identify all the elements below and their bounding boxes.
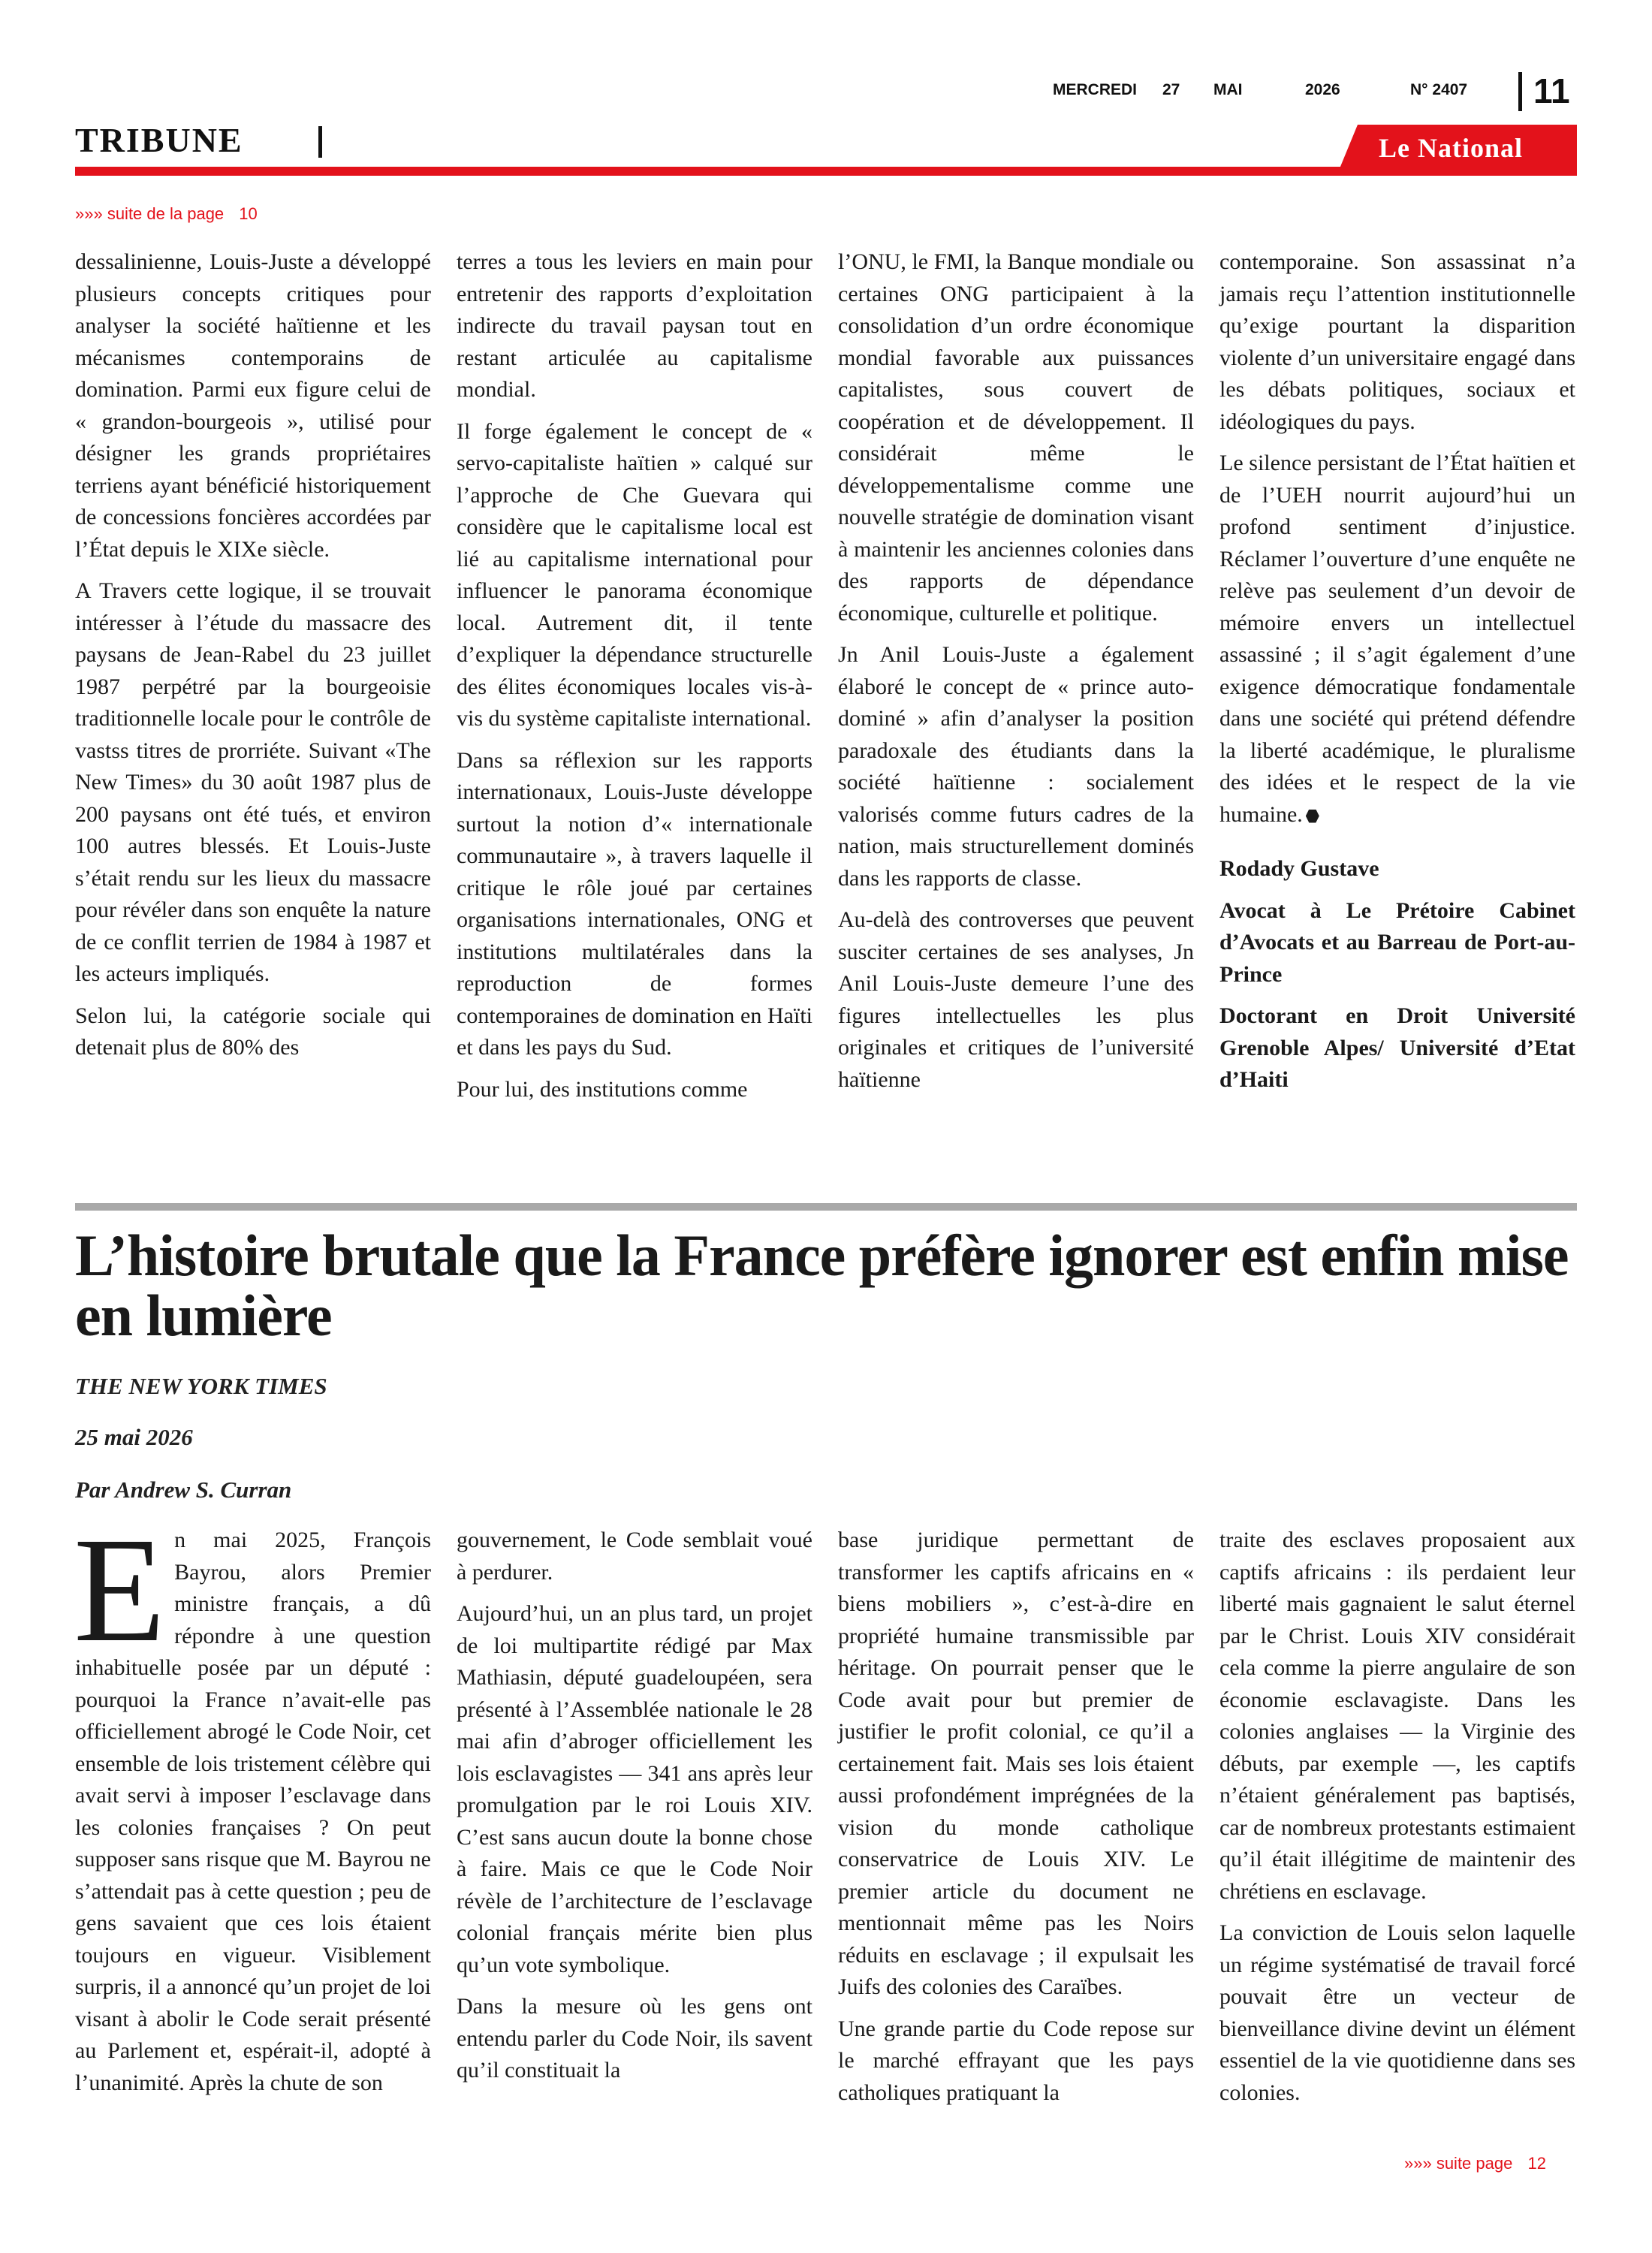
paragraph: gouvernement, le Code semblait voué à perdurer. <box>457 1528 812 1585</box>
paragraph: Pour lui, des institutions comme <box>457 1076 748 1102</box>
continued-from-page: 10 <box>239 204 258 223</box>
issue-day: 27 <box>1162 81 1180 98</box>
paragraph: l’ONU, le FMI, la Banque mondiale ou certaines ONG participaient à la consolidation d’un ordre économique mondial favorable aux puissances capitalistes, sous couvert de coopération et de développement. Il considérait même le développementalisme comme une nouvelle stratégie de domination visant à maintenir les anciennes colonies dans des rapports de dépendance économique, culturelle et politique. <box>838 249 1194 626</box>
tribune-column-3 <box>838 246 1194 1105</box>
paragraph: dessalinienne, Louis-Juste a développé plusieurs concepts critiques pour analyser la société haïtienne et les mécanismes contemporains de domination. Parmi eux figure celui de « grandon-bourgeois », utilisé pour désigner les grands propriétaires terriens ayant bénéficié historiquement de concessions foncières accordées par l’État depuis le XIXe siècle. <box>75 249 431 562</box>
paragraph: traite des esclaves proposaient aux captifs africains : ils perdaient leur liberté mais gagnaient le salut éternel par le Christ. Louis XIV considérait cela comme la pierre angulaire de son économie esclavagiste. Dans les colonies anglaises — la Virginie des débuts, par exemple —, les captifs n’étaient généralement pas baptisés, car de nombreux protestants estimaient qu’il était illégitime de maintenir des chrétiens en esclavage. <box>1219 1528 1575 1904</box>
article-column-2 <box>457 1525 812 2097</box>
article-byline: Par Andrew S. Curran <box>75 1476 292 1503</box>
paragraph: base juridique permettant de transformer les captifs africains en « biens mobiliers », c’est-à-dire en propriété humaine transmissible par héritage. On pourrait penser que le Code avait pour but premier de justifier le profit colonial, ce qu’il a certainement fait. Mais ses lois étaient aussi profondément imprégnées de la vision du monde catholique conservatrice de Louis XIV. Le premier article du document ne mentionnait même pas les Noirs réduits en esclavage ; il expulsait les Juifs des colonies des Caraïbes. <box>838 1528 1194 1999</box>
issue-weekday: MERCREDI <box>1053 81 1138 98</box>
paragraph-text: Le silence persistant de l’État haïtien et de l’UEH nourrit aujourd’hui un profond sentiment d’injustice. Réclamer l’ouverture d’une enquête ne relève pas seulement d’un devoir de mémoire envers un intellectuel assassiné ; il s’agit également d’une exigence démocratique fondamentale dans une société qui prétend défendre la liberté académique, le pluralisme des idées et le respect de la vie humaine. <box>1219 451 1575 827</box>
first-paragraph <box>74 1507 431 2099</box>
continued-to-page: 12 <box>1527 2154 1546 2173</box>
article-column-3 <box>838 1525 1194 2119</box>
tribune-column-1 <box>75 246 431 1074</box>
article-date: 25 mai 2026 <box>75 1424 193 1450</box>
tribune-column-4 <box>1219 246 1575 1106</box>
drop-cap: E <box>74 1507 166 1673</box>
issue-month: MAI <box>1213 81 1243 98</box>
paragraph: A Travers cette logique, il se trouvait intéresser à l’étude du massacre des paysans de Jean-Rabel du 23 juillet 1987 perpétré par la bourgeoisie traditionnelle locale pour le contrôle de vastss titres de prorriéte. Suivant «The New Times» du 30 août 1987 plus de 200 paysans ont été tués, et environ 100 autres blessés. Et Louis-Juste s’était rendu sur les lieux du massacre pour révéler dans son enquête la nature de ce conflit terrien de 1984 à 1987 et les acteurs impliqués. <box>75 578 431 986</box>
page-number: 11 <box>1533 71 1570 110</box>
section-title-bar <box>318 126 322 158</box>
author-title-2: Doctorant en Droit Université Grenoble Alpes/ Université d’Etat d’Haiti <box>1219 1003 1575 1092</box>
paragraph: Une grande partie du Code repose sur le marché effrayant que les pays catholiques pratiquant la <box>838 2016 1194 2105</box>
paragraph: Dans sa réflexion sur les rapports internationaux, Louis-Juste développe surtout la notion d’« internationale communautaire », à travers laquelle il critique le rôle joué par certaines organisations internationales, ONG et institutions multilatérales dans la reproduction de formes contemporaines de domination en Haïti et dans les pays du Sud. <box>457 747 812 1060</box>
article-column-1 <box>74 1507 431 2109</box>
paragraph: Jn Anil Louis-Juste a également élaboré le concept de « prince auto-dominé » afin d’analyser la position paradoxale des étudiants dans la société haïtienne : socialement valorisés comme futurs cadres de la nation, mais structurellement dominés dans les rapports de classe. <box>838 642 1194 891</box>
section-title: TRIBUNE <box>75 121 243 159</box>
continued-to <box>1404 2154 1546 2173</box>
continued-from-marker: »»» suite de la page <box>75 204 225 223</box>
paragraph: terres a tous les leviers en main pour entretenir des rapports d’exploitation indirecte du travail paysan tout en restant articulée au capitalisme mondial. <box>457 249 812 402</box>
article-column-4 <box>1219 1525 1575 2119</box>
article-divider <box>75 1203 1577 1211</box>
author-title-1: Avocat à Le Prétoire Cabinet d’Avocats et au Barreau de Port-au-Prince <box>1219 897 1575 987</box>
article-headline: L’histoire brutale que la France préfère ignorer est enfin mise en lumière <box>75 1223 1569 1348</box>
issue-number: N° 2407 <box>1410 81 1468 98</box>
tribune-column-2 <box>457 246 812 1115</box>
paragraph: La conviction de Louis selon laquelle un régime systématisé de travail forcé pouvait être un vecteur de bienveillance divine devint un élément essentiel de la vie quotidienne dans ses colonies. <box>1219 1920 1575 2105</box>
paragraph: Au-delà des controverses que peuvent susciter certaines de ses analyses, Jn Anil Louis-Juste demeure l’une des figures intellectuelles les plus originales et critiques de l’université haïtienne <box>838 907 1194 1092</box>
continued-from <box>75 204 258 224</box>
last-paragraph <box>1219 448 1575 831</box>
brand-name: Le National <box>1379 133 1524 163</box>
paragraph: contemporaine. Son assassinat n’a jamais reçu l’attention institutionnelle qu’exige pourtant la disparition violente d’un universitaire engagé dans les débats politiques, sociaux et idéologiques du pays. <box>1219 249 1575 434</box>
paragraph: Aujourd’hui, un an plus tard, un projet de loi multipartite rédigé par Max Mathiasin, député guadeloupéen, sera présenté à l’Assemblée nationale le 28 mai afin d’abroger officiellement les lois esclavagistes — 341 ans après leur promulgation par le roi Louis XIV. C’est sans aucun doute la bonne chose à faire. Mais ce que le Code Noir révèle de l’architecture de l’esclavage colonial français mérite bien plus qu’un vote symbolique. <box>457 1601 812 1977</box>
paragraph: Selon lui, la catégorie sociale qui detenait plus de 80% des <box>75 1003 431 1060</box>
article-source: THE NEW YORK TIMES <box>75 1373 327 1399</box>
end-mark-icon <box>1306 810 1319 823</box>
author-name: Rodady Gustave <box>1219 856 1379 881</box>
paragraph: Dans la mesure où les gens ont entendu parler du Code Noir, ils savent qu’il constituait la <box>457 1994 812 2083</box>
paragraph: Il forge également le concept de « servo-capitaliste haïtien » calqué sur l’approche de Che Guevara qui considère que le capitalisme local est lié au capitalisme international pour influencer le panorama économique local. Autrement dit, il tente d’expliquer la dépendance structurelle des élites économiques locales vis-à-vis du système capitaliste international. <box>457 418 812 731</box>
page-number-bar <box>1518 72 1522 111</box>
continued-to-marker: »»» suite page <box>1404 2154 1513 2173</box>
paragraph-text: n mai 2025, François Bayrou, alors Premier ministre français, a dû répondre à une question inhabituelle posée par un député : pourquoi la France n’avait-elle pas officiellement abrogé le Code Noir, cet ensemble de lois tristement célèbre qui avait servi à imposer l’esclavage dans les colonies françaises ? On peut supposer sans risque que M. Bayrou ne s’attendait pas à cette question ; peu de gens savaient que ces lois étaient toujours en vigueur. Visiblement surpris, il a annoncé qu’un projet de loi visant à abolir le Code serait présenté au Parlement et, espérait-il, adopté à l’unanimité. Après la chute de son <box>75 1528 431 2095</box>
issue-year: 2026 <box>1305 81 1340 98</box>
